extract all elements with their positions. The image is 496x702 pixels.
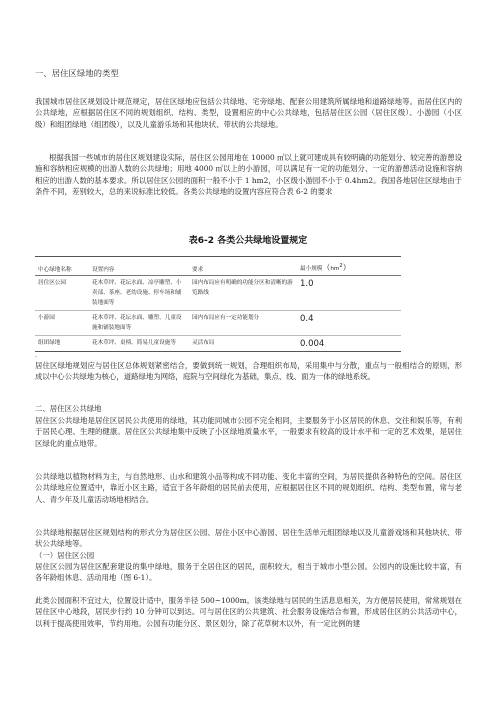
table-row [35, 311, 401, 336]
section-heading-public-green-space: 二、居住区公共绿地 [35, 404, 102, 413]
paragraph-planning-principles: 居住区绿地规划应与居住区总体规划紧密结合，要做到统一规划，合理组织布局，采用集中与分散，重点与一般相结合的原则，形成以中心公共绿地为核心，道路绿地为网络，庭院与空间绿化为基础，集点、线、面为一体的绿地系统。 [35, 361, 462, 382]
table-title: 表6-2 各类公共绿地设置规定 [188, 236, 308, 246]
paragraph-park-size-standards: 根据我国一些城市的居住区规划建设实际，居住区公园用地在 10000 ㎡以上就可建成具有较明确的功能划分、较完善的游憩设施和容纳相应规模的出游人数的公共绿地；用地 4000 ㎡以上的小游园，可以满足有一定的功能划分、一定的游憩活动设施和容纳相应的出游人数的基本要求。所以居住区公园的面积一般不小于 1 hm2，小区级小游园不小于 0.4hm2。我国各地居住区绿地由于条件不同，差别较大，总的来说标准比较低。各类公共绿地的设置内容应符合表 6-2 的要求 [35, 153, 462, 196]
header-min-scale [297, 257, 401, 276]
header-content: 设置内容 [89, 257, 189, 276]
cell-min-area: 1.0 [297, 276, 401, 311]
cell-name: 组团绿地 [35, 336, 89, 352]
table-row [35, 336, 401, 352]
header-min-scale-label: 最小规模 [300, 266, 323, 272]
cell-name: 小游园 [35, 311, 89, 336]
paragraph-public-green-space-layout: 公共绿地以植物材料为主，与自然地形、山水和建筑小品等构成不同功能、变化丰富的空间，为居民提供各种特色的空间。居住区公共绿地应位置适中，靠近小区主路，适宜于各年龄组的居民前去使用，应根据居住区不同的规划组织、结构、类型布置，常与老人、青少年及儿童活动场地相结合。 [35, 472, 462, 504]
header-name: 中心绿地名称 [35, 257, 89, 276]
cell-requirement: 灵活布局 [189, 336, 297, 352]
section-heading-green-space-types: 一、居住区绿地的类型 [35, 68, 119, 78]
cell-content: 花木草坪、花坛水面、雕塑、儿童设施和铺装地面等 [89, 311, 189, 336]
cell-requirement: 园内布局应有明确的功能分区和清晰的游览路线 [189, 276, 297, 311]
paragraph-green-space-definition: 我国城市居住区规划设计规范规定，居住区绿地应包括公共绿地、宅旁绿地、配套公用建筑所属绿地和道路绿地等。而居住区内的公共绿地，应根据居住区不同的规划组织、结构、类型，设置相应的中心公共绿地，包括居住区公园（居住区级）、小游园（小区级）和组团绿地（组团级），以及儿童游乐场和其他块状、带状的公共绿地。 [35, 97, 462, 129]
header-requirement: 要求 [189, 257, 297, 276]
table-header-row [35, 257, 401, 276]
cell-min-area: 0.4 [297, 311, 401, 336]
cell-content: 花木草坪、花坛水面、凉亭雕塑、小卖部、茶座、老幼设施、停车场和铺装地面等 [89, 276, 189, 311]
paragraph-residential-park-intro: 居住区公园为居住区配套建设的集中绿地，服务于全居住区的居民，面积较大，相当于城市小型公园。公园内的设施比较丰富，有各年龄组休息、活动用地（图 6-1）。 [35, 562, 462, 583]
paragraph-public-green-space-types: 公共绿地根据居住区规划结构的形式分为居住区公园、居住小区中心游园、居住生活单元组团绿地以及儿童游戏场和其他块状、带状公共绿地等。 [35, 528, 462, 549]
cell-min-area: 0.004 [297, 336, 401, 352]
cell-name: 居住区公园 [35, 276, 89, 311]
public-green-space-table [35, 256, 401, 352]
cell-content: 花木草坪、桌椅、简易儿童设施等 [89, 336, 189, 352]
paragraph-residential-park-location: 此类公园面积不宜过大，位置设计适中，服务半径 500~1000m。该类绿地与居民的生活息息相关，为方便居民使用，常常规划在居住区中心地段，居民步行约 10 分钟可以到达。可与居住区的公共建筑、社会服务设施结合布置，形成居住区的公共活动中心，以利于提高使用效率，节约用地。公园有功能分区、景区划分，除了花草树木以外，有一定比例的建 [35, 596, 462, 628]
stray-dot: · [35, 354, 37, 361]
paragraph-public-green-space-function: 居住区公共绿地是居住区居民公共使用的绿地，其功能同城市公园不完全相同，主要服务于小区居民的休息、交往和娱乐等，有利于居民心理、生理的健康。居住区公共绿地集中反映了小区绿地质量水平，一般要求有较高的设计水平和一定的艺术效果，是居住区绿化的重点地带。 [35, 416, 462, 448]
subsection-heading-residential-park: （一）居住区公园 [35, 551, 95, 560]
header-unit: $(hm^2)$ [322, 263, 351, 272]
table-row [35, 276, 401, 311]
cell-requirement: 园内布局应有一定功能划分 [189, 311, 297, 336]
